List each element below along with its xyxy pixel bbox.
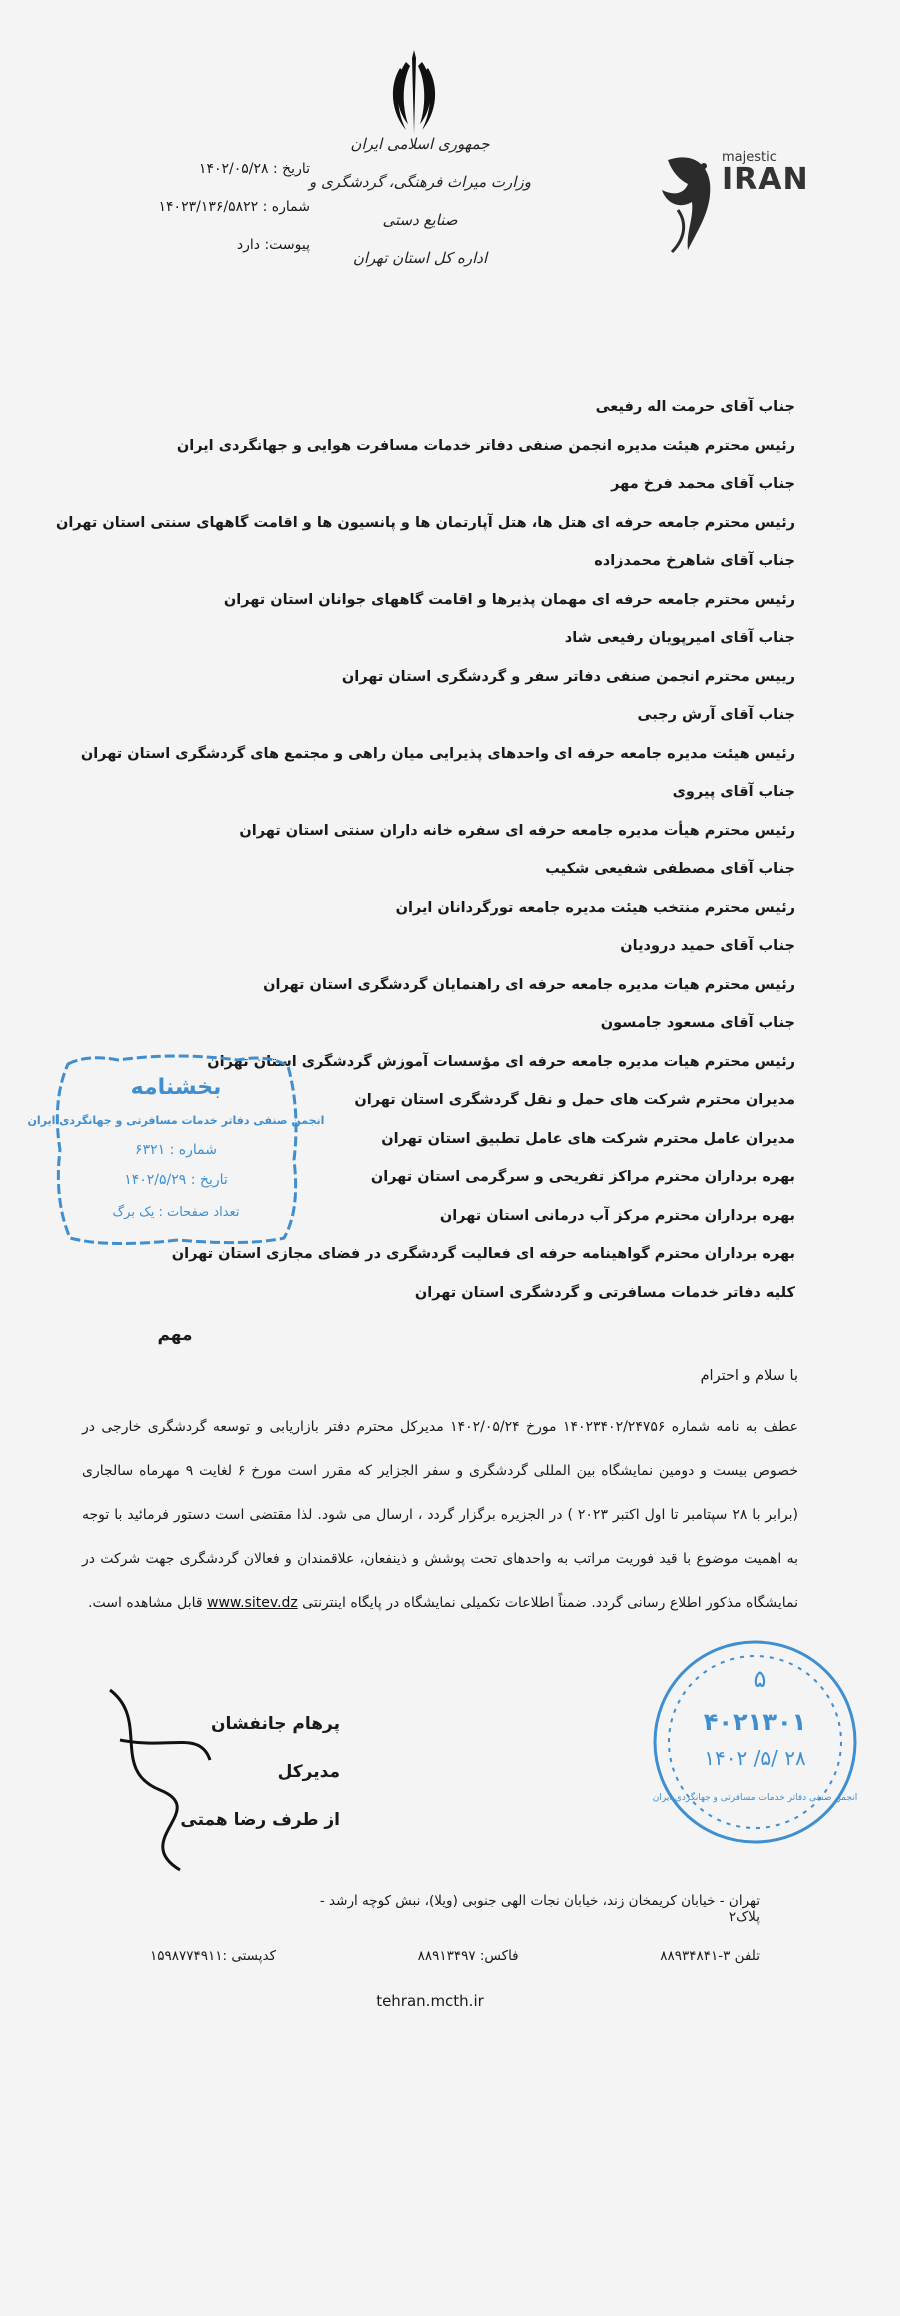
stamp-title: بخشنامه bbox=[130, 1075, 222, 1100]
recipient-line: بهره برداران محترم مرکز آب درمانی استان تهران bbox=[439, 1207, 795, 1224]
footer-fax: فاکس: ۸۸۹۱۳۴۹۷ bbox=[417, 1948, 519, 1964]
recipient-line: جناب آقای حمید درودیان bbox=[620, 938, 795, 954]
priority-label: مهم bbox=[157, 1325, 193, 1345]
recipient-line: رئیس محترم هیات مدیره جامعه حرفه ای مؤسسات آموزش گردشگری استان تهران bbox=[207, 1053, 795, 1070]
body-text-main: عطف به نامه شماره ۱۴۰۲۳۴۰۲/۲۴۷۵۶ مورخ ۱۴۰۲/۰۵/۲۴ مدیرکل محترم دفتر بازاریابی و توسعه گردشگری خارجی در خصوص بیست و دومین نمایشگاه بین المللی گردشگری و سفر الجزایر که مقرر است مورخ ۶ لغایت ۹ مهرماه سالجاری (برابر با ۲۸ سپتامبر تا اول اکتبر ۲۰۲۳ ) در الجزیره برگزار گردد ، ارسال می شود. لذا مقتضی است دستور فرمائید با توجه به اهمیت موضوع با قید فوریت مراتب به واحدهای تحت پوشش و ذینفعان، علاقمندان و فعالان گردشگری جهت شرکت در نمایشگاه مذکور اطلاع رسانی گردد. ضمناً اطلاعات تکمیلی نمایشگاه در پایگاه اینترنتی bbox=[82, 1419, 799, 1611]
footer-postal-code: کدپستی :۱۵۹۸۷۷۴۹۱۱ bbox=[150, 1948, 276, 1964]
gov-line-3: اداره کل استان تهران bbox=[352, 249, 488, 267]
government-header bbox=[300, 125, 540, 277]
footer-contacts bbox=[150, 1948, 760, 1964]
stamp-org: انجمن صنفی دفاتر خدمات مسافرتی و جهانگردی ایران bbox=[27, 1114, 325, 1127]
gov-line-2: وزارت میراث فرهنگی، گردشگری و صنایع دستی bbox=[309, 173, 531, 229]
recipient-line: رئیس محترم هیئت مدیره انجمن صنفی دفاتر خدمات مسافرت هوایی و جهانگردی ایران bbox=[176, 437, 795, 454]
letter-attachment: پیوست: دارد bbox=[236, 237, 310, 253]
received-stamp bbox=[650, 1635, 860, 1850]
recipient-line: بهره برداران محترم گواهینامه حرفه ای فعالیت گردشگری در فضای مجازی استان تهران bbox=[171, 1246, 795, 1262]
recipient-line: کلیه دفاتر خدمات مسافرتی و گردشگری استان تهران bbox=[414, 1284, 795, 1301]
letter-number: شماره : ۱۴۰۲۳/۱۳۶/۵۸۲۲ bbox=[158, 199, 310, 215]
logo-text-iran: IRAN bbox=[722, 162, 809, 197]
recipient-line: رئیس محترم منتخب هیئت مدیره جامعه تورگردانان ایران bbox=[395, 899, 795, 916]
recipient-line: جناب آقای مسعود جامسون bbox=[600, 1015, 795, 1031]
recipient-line: رئیس محترم جامعه حرفه ای مهمان پذیرها و اقامت گاههای جوانان استان تهران bbox=[223, 591, 795, 608]
recipient-line: جناب آقای مصطفی شفیعی شکیب bbox=[545, 861, 795, 877]
recipient-line: جناب آقای شاهرخ محمدزاده bbox=[594, 553, 795, 569]
signature-block bbox=[80, 1700, 340, 1844]
recipient-line: جناب آقای پیروی bbox=[672, 784, 795, 800]
recipient-line: جناب آقای امیرپویان رفیعی شاد bbox=[564, 630, 795, 646]
stamp2-number: ۴۰۲۱۳۰۱ bbox=[703, 1708, 807, 1736]
greeting: با سلام و احترام bbox=[700, 1368, 798, 1384]
recipient-line: جناب آقای آرش رجبی bbox=[637, 707, 795, 723]
recipient-line: مدیران عامل محترم شرکت های عامل تطبیق استان تهران bbox=[381, 1130, 795, 1147]
letter-meta bbox=[80, 150, 310, 264]
signer-name: پرهام جانفشان bbox=[211, 1714, 340, 1734]
recipient-line: رئیس محترم هیات مدیره جامعه حرفه ای راهنمایان گردشگری استان تهران bbox=[263, 976, 795, 993]
gov-line-1: جمهوری اسلامی ایران bbox=[350, 135, 490, 153]
recipient-line: رئیس هیئت مدیره جامعه حرفه ای واحدهای پذیرایی میان راهی و مجتمع های گردشگری استان تهران bbox=[80, 745, 795, 762]
body-text-end: قابل مشاهده است. bbox=[88, 1595, 203, 1611]
signer-title: مدیرکل bbox=[277, 1762, 340, 1782]
footer-phone: تلفن ۳-۸۸۹۳۴۸۴۱ bbox=[660, 1948, 760, 1964]
footer-address: تهران - خیابان کریمخان زند، خیابان نجات الهی جنوبی (ویلا)، نبش کوچه ارشد - پلاک۲ bbox=[319, 1893, 760, 1925]
stamp2-date: ۱۴۰۲ /۵/ ۲۸ bbox=[704, 1746, 806, 1770]
iran-emblem-icon bbox=[392, 48, 436, 136]
recipient-line: جناب آقای حرمت اله رفیعی bbox=[595, 399, 795, 415]
letter-date: تاریخ : ۱۴۰۲/۰۵/۲۸ bbox=[198, 161, 310, 177]
stamp-number: شماره : ۶۳۲۱ bbox=[135, 1142, 217, 1158]
footer-website[interactable]: tehran.mcth.ir bbox=[376, 1992, 484, 2010]
circular-stamp bbox=[27, 1050, 325, 1250]
stamp2-mark: ۵ bbox=[753, 1665, 767, 1693]
stamp-date: تاریخ : ۱۴۰۲/۵/۲۹ bbox=[124, 1172, 228, 1188]
exhibition-website-link[interactable]: www.sitev.dz bbox=[207, 1595, 298, 1611]
stamp2-org: انجمن صنفی دفاتر خدمات مسافرتی و جهانگردی ایران bbox=[652, 1793, 858, 1803]
recipient-line: بهره برداران محترم مراکز تفریحی و سرگرمی استان تهران bbox=[370, 1169, 795, 1185]
recipient-line: رئیس محترم جامعه حرفه ای هتل ها، هتل آپارتمان ها و پانسیون ها و اقامت گاههای سنتی استان تهران bbox=[55, 514, 795, 531]
recipient-line: رئیس محترم هیأت مدیره جامعه حرفه ای سفره خانه داران سنتی استان تهران bbox=[239, 822, 795, 839]
signer-on-behalf: از طرف رضا همتی bbox=[180, 1810, 340, 1830]
stamp-pages: تعداد صفحات : یک برگ bbox=[112, 1205, 240, 1220]
recipient-line: رییس محترم انجمن صنفی دفاتر سفر و گردشگری استان تهران bbox=[341, 668, 795, 685]
letter-body bbox=[82, 1405, 798, 1625]
logo-text-majestic: majestic bbox=[722, 150, 777, 165]
recipient-line: مدیران محترم شرکت های حمل و نقل گردشگری استان تهران bbox=[354, 1092, 795, 1108]
recipient-line: جناب آقای محمد فرخ مهر bbox=[611, 476, 795, 492]
